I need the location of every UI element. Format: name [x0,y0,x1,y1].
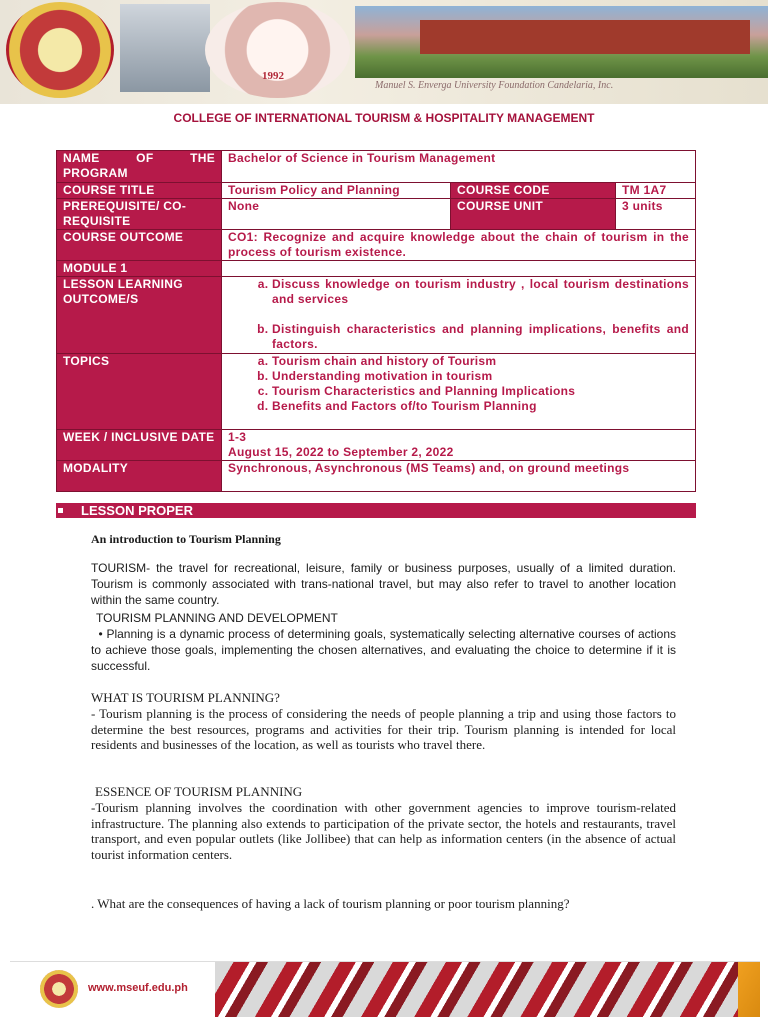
table-row [57,199,696,230]
table-row [57,151,696,183]
prerequisite-value: None [222,199,451,230]
planning-heading: TOURISM PLANNING AND DEVELOPMENT [96,611,338,625]
table-row [57,261,696,277]
llo-list [228,277,689,352]
college-title: COLLEGE OF INTERNATIONAL TOURISM & HOSPITALITY MANAGEMENT [173,111,595,125]
what-text: - Tourism planning is the process of considering the needs of people planning a trip and using those factors to determine the best resources, programs and activities for their trip. Tourism planning is intended for local residents and businesses of the location, as well as tourists who travel there. [91,706,676,752]
course-title-value: Tourism Policy and Planning [222,183,451,199]
topics-value [222,354,696,430]
course-unit-value: 3 units [616,199,696,230]
foundation-seal-logo [205,2,350,98]
inclusive-date: August 15, 2022 to September 2, 2022 [228,445,454,459]
table-row [57,230,696,261]
topics-label: TOPICS [57,354,222,430]
course-outcome-label: COURSE OUTCOME [57,230,222,261]
what-heading: WHAT IS TOURISM PLANNING? [91,690,280,705]
modality-value: Synchronous, Asynchronous (MS Teams) and, on ground meetings [222,461,696,492]
course-info-table [56,150,696,492]
footer-banner [10,961,760,1017]
table-row [57,277,696,354]
topics-list [228,354,689,414]
building-photo [120,4,210,92]
week-value [222,430,696,461]
question-text: . What are the consequences of having a lack of tourism planning or poor tourism planning? [91,896,570,911]
prerequisite-label: PREREQUISITE/ CO-REQUISITE [57,199,222,230]
banner-script-text: Manuel S. Enverga University Foundation Candelaria, Inc. [375,80,614,91]
list-item: b. Distinguish characteristics and planning implications, benefits and factors. [272,322,689,352]
tourism-definition: TOURISM- the travel for recreational, leisure, family or business purposes, usually of a limited duration. Tourism is commonly associated with trans-national travel, but may also refer to travel to another location within the same country. [91,561,676,607]
course-title-label: COURSE TITLE [57,183,222,199]
square-bullet-icon [58,508,63,513]
list-item: a. Tourism chain and history of Tourism [272,354,689,369]
lesson-proper-bar [56,503,696,518]
campus-roof [420,20,750,54]
lesson-proper-heading: LESSON PROPER [81,503,193,518]
program-value: Bachelor of Science in Tourism Management [222,151,696,183]
university-seal-logo [6,2,114,98]
essence-text: -Tourism planning involves the coordination with other government agencies to improve tourism-related infrastructure. The planning also extends to participation of the private sector, the hotels and restaurants, travel transport, and even popular outlets (like Jollibee) that can help as information centers (in the absence of actual tourist information centers. [91,800,676,862]
essence-heading: ESSENCE OF TOURISM PLANNING [95,784,303,799]
list-item: c. Tourism Characteristics and Planning Implications [272,384,689,399]
footer-orange-accent [738,962,760,1017]
list-item: a. Discuss knowledge on tourism industry , local tourism destinations and services [272,277,689,307]
list-item: d. Benefits and Factors of/to Tourism Planning [272,399,689,414]
footer-url[interactable]: www.mseuf.edu.ph [88,982,188,994]
week-label: WEEK / INCLUSIVE DATE [57,430,222,461]
module-value [222,261,696,277]
program-label: NAME OF THE PROGRAM [57,151,222,183]
seal-year: 1992 [262,70,284,82]
llo-value [222,277,696,354]
intro-title: An introduction to Tourism Planning [91,532,281,546]
footer-stripes [215,962,760,1017]
list-item: b. Understanding motivation in tourism [272,369,689,384]
modality-label: MODALITY [57,461,222,492]
course-outcome-value: CO1: Recognize and acquire knowledge about the chain of tourism in the process of tourism existence. [222,230,696,261]
course-unit-label: COURSE UNIT [451,199,616,230]
planning-paragraph [91,626,676,674]
module-label: MODULE 1 [57,261,222,277]
footer-seal-logo [40,970,78,1008]
table-row [57,354,696,430]
course-code-label: COURSE CODE [451,183,616,199]
course-code-value: TM 1A7 [616,183,696,199]
llo-label: LESSON LEARNING OUTCOME/S [57,277,222,354]
table-row [57,183,696,199]
list-spacer [272,307,689,322]
week-number: 1-3 [228,430,247,444]
table-row [57,430,696,461]
header-banner [0,0,768,104]
table-row [57,461,696,492]
bullet-icon: • [98,627,103,641]
planning-bullet-text: Planning is a dynamic process of determining goals, systematically selecting alternative courses of actions to achieve those goals, implementing the chosen alternatives, and evaluating the choice to determine if it is successful. [91,627,676,673]
